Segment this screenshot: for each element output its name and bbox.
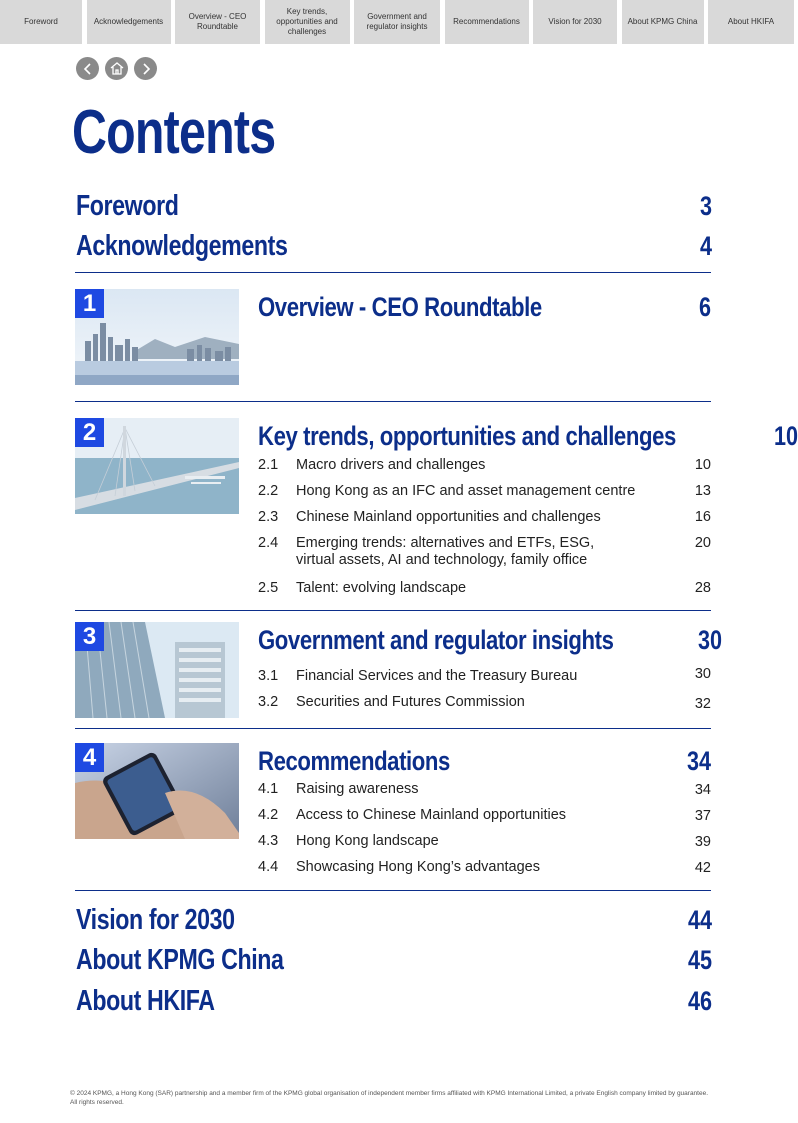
page-nav-buttons [76,57,157,80]
divider [75,610,711,611]
page-title: Contents [72,98,276,167]
subsection-number: 4.1 [258,781,279,797]
section-4-image [75,743,239,839]
next-button[interactable] [134,57,157,80]
section-title: Overview - CEO Roundtable [258,291,542,322]
toc-entry-label: Acknowledgements [76,229,288,262]
subsection-page: 10 [694,457,711,473]
toc-entry-page: 45 [687,944,712,975]
subsection-number: 4.2 [258,807,279,823]
subsection-title: Chinese Mainland opportunities and challenges [296,509,601,525]
subsection-page: 32 [694,696,711,712]
subsection-number: 4.3 [258,833,279,849]
toc-entry-page: 44 [687,904,712,935]
subsection-number: 3.2 [258,694,279,710]
subsection-page: 37 [694,808,711,824]
section-2 [75,418,798,598]
section-number-badge: 2 [75,418,104,447]
toc-entry-label: About KPMG China [76,943,284,976]
section-1-image [75,289,239,385]
subsection-title: Showcasing Hong Kong’s advantages [296,859,540,875]
section-page: 30 [697,624,722,655]
tab-key-trends[interactable]: Key trends, opportunities and challenges [265,0,350,44]
tab-overview[interactable]: Overview - CEO Roundtable [175,0,260,44]
section-title: Recommendations [258,745,450,776]
toc-entry-page: 46 [687,985,712,1016]
section-page: 6 [698,291,711,322]
subsection-page: 34 [694,782,711,798]
section-4-heading[interactable] [258,743,711,779]
tab-vision-2030[interactable]: Vision for 2030 [533,0,617,44]
subsection-title: Macro drivers and challenges [296,457,486,473]
toc-entry-label: About HKIFA [76,984,215,1017]
divider [75,728,711,729]
chevron-right-icon [140,63,152,75]
home-icon [109,61,125,76]
subsection-title: Talent: evolving landscape [296,580,467,596]
section-3 [75,622,722,718]
subsection-title: Emerging trends: alternatives and ETFs, ESG, virtual assets, AI and technology, family office [296,535,595,568]
section-2-heading[interactable] [258,418,798,454]
subsection-page: 30 [694,666,711,682]
section-page: 10 [773,420,798,451]
subsection-number: 3.1 [258,668,279,684]
tab-acknowledgements[interactable]: Acknowledgements [87,0,171,44]
toc-entry-foreword[interactable] [76,189,712,223]
subsection-number: 2.1 [258,457,279,473]
tab-government[interactable]: Government and regulator insights [354,0,440,44]
section-1-heading[interactable] [258,289,711,325]
subsection-page: 16 [694,509,711,525]
tab-about-kpmg[interactable]: About KPMG China [622,0,704,44]
toc-entry-page: 3 [699,190,712,221]
subsection-title: Financial Services and the Treasury Bureau [296,668,578,684]
home-button[interactable] [105,57,128,80]
section-page: 34 [686,745,711,776]
subsection-title: Hong Kong as an IFC and asset management centre [296,483,636,499]
section-number-badge: 3 [75,622,104,651]
toc-entry-label: Vision for 2030 [76,903,235,936]
tab-foreword[interactable]: Foreword [0,0,82,44]
subsection-page: 13 [694,483,711,499]
toc-entry-page: 4 [699,230,712,261]
section-title: Government and regulator insights [258,624,614,655]
toc-entry-label: Foreword [76,189,179,222]
section-1 [75,289,711,385]
section-3-image [75,622,239,718]
section-number-badge: 1 [75,289,104,318]
toc-entry-about-hkifa[interactable] [76,984,712,1018]
subsection-number: 2.2 [258,483,279,499]
subsection-number: 4.4 [258,859,279,875]
subsection-number: 2.5 [258,580,279,596]
divider [75,272,711,273]
section-title: Key trends, opportunities and challenges [258,420,676,451]
subsection-title: Securities and Futures Commission [296,694,525,710]
subsection-title: Access to Chinese Mainland opportunities [296,807,567,823]
toc-entry-acknowledgements[interactable] [76,229,712,263]
subsection-number: 2.3 [258,509,279,525]
section-2-image [75,418,239,514]
tab-recommendations[interactable]: Recommendations [445,0,529,44]
subsection-page: 28 [694,580,711,596]
section-number-badge: 4 [75,743,104,772]
copyright-footer: © 2024 KPMG, a Hong Kong (SAR) partnership and a member firm of the KPMG global organisation of independent member firms affiliated with KPMG International Limited, a private English company limited by guarantee. All rights reserved. [70,1090,709,1106]
subsection-page: 39 [694,834,711,850]
section-3-heading[interactable] [258,622,722,658]
subsection-page: 42 [694,860,711,876]
toc-entry-about-kpmg[interactable] [76,943,712,977]
divider [75,401,711,402]
previous-button[interactable] [76,57,99,80]
subsection-title: Raising awareness [296,781,419,797]
chevron-left-icon [82,63,94,75]
section-4 [75,743,711,879]
toc-entry-vision-2030[interactable] [76,903,712,937]
subsection-number: 2.4 [258,535,279,551]
tab-about-hkifa[interactable]: About HKIFA [708,0,794,44]
divider [75,890,711,891]
subsection-page: 20 [694,535,711,551]
subsection-title: Hong Kong landscape [296,833,439,849]
top-nav [0,0,794,44]
